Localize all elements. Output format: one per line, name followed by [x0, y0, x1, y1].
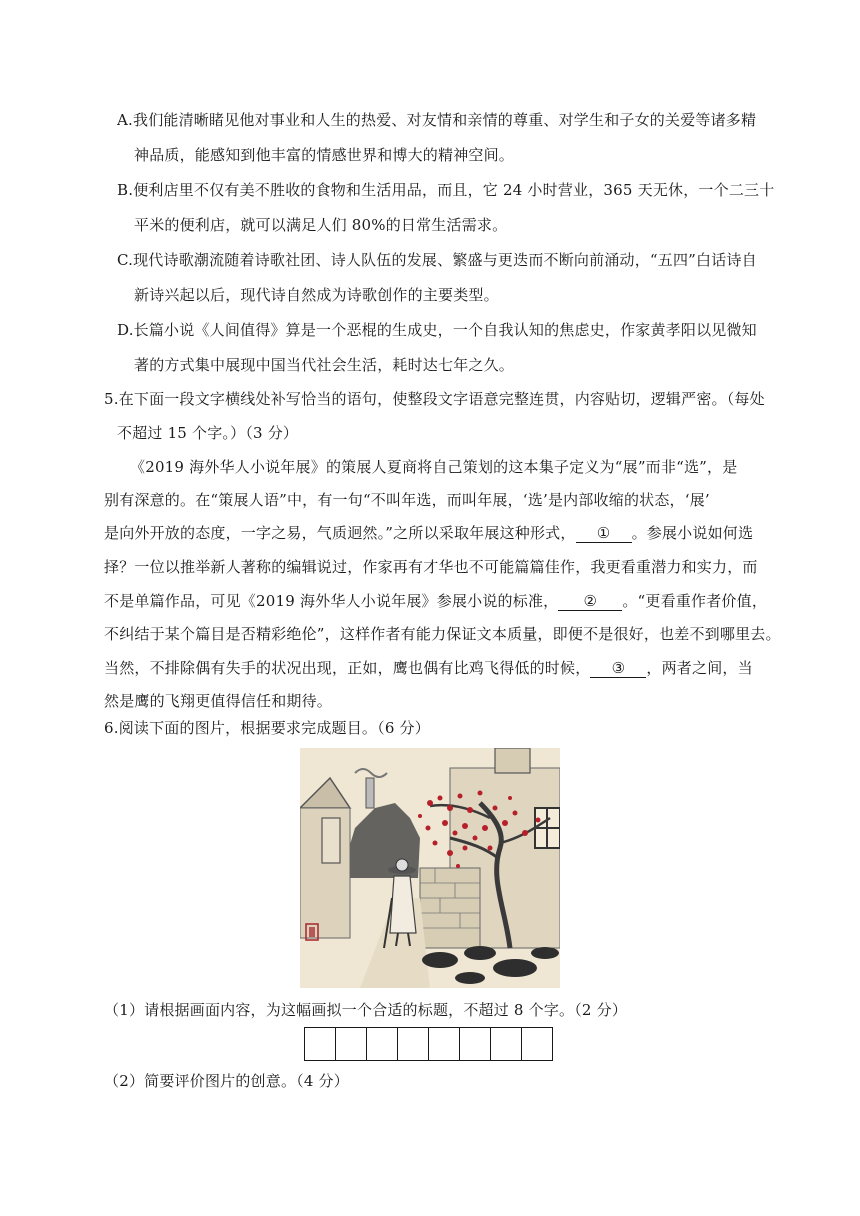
option-d-line2: 著的方式集中展现中国当代社会生活，耗时达七年之久。 [134, 356, 515, 374]
title-char-box[interactable] [521, 1027, 553, 1061]
title-answer-grid [305, 1027, 553, 1061]
option-a-line1: A.我们能清晰睹见他对事业和人生的热爱、对友情和亲情的尊重、对学生和子女的关爱等诸多精 [117, 111, 757, 129]
option-b-line2: 平米的便利店，就可以满足人们 80%的日常生活需求。 [134, 216, 508, 234]
q5-passage-line3-tail: 。参展小说如何选 [631, 524, 754, 542]
q5-stem-line1: 5.在下面一段文字横线处补写恰当的语句，使整段文字语意完整连贯，内容贴切，逻辑严密。（每处 [104, 390, 765, 408]
option-d-line1: D.长篇小说《人间值得》算是一个恶棍的生成史，一个自我认知的焦虑史，作家黄孝阳以见微知 [117, 321, 757, 339]
answer-blank-2[interactable]: ② [558, 592, 622, 611]
title-char-box[interactable] [459, 1027, 491, 1061]
title-char-box[interactable] [335, 1027, 367, 1061]
q5-passage-line3-text: 是向外开放的态度，一字之易，气质迥然。”之所以采取年展这种形式， [104, 524, 576, 542]
option-b-line1: B.便利店里不仅有美不胜收的食物和生活用品，而且，它 24 小时营业，365 天无休，一个二三十 [117, 181, 775, 199]
q5-passage-line4: 择？一位以推举新人著称的编辑说过，作家再有才华也不可能篇篇佳作，我更看重潜力和实力，而 [104, 558, 758, 576]
q6-subquestion-1: （1）请根据画面内容，为这幅画拟一个合适的标题，不超过 8 个字。（2 分） [104, 1001, 628, 1019]
q5-passage-line6: 不纠结于某个篇目是否精彩绝伦”，这样作者有能力保证文本质量，即便不是很好，也差不到哪里去。 [104, 625, 781, 643]
answer-blank-3[interactable]: ③ [590, 659, 646, 678]
q5-passage-line7 [104, 658, 753, 678]
title-char-box[interactable] [366, 1027, 398, 1061]
q5-passage-line5-text: 不是单篇作品，可见《2019 海外华人小说年展》参展小说的标准， [104, 592, 559, 610]
q5-passage-line5 [104, 591, 767, 611]
q5-passage-line8: 然是鹰的飞翔更值得信任和期待。 [104, 692, 333, 710]
q5-passage-line7-text: 当然，不排除偶有失手的状况出现，正如，鹰也偶有比鸡飞得低的时候， [104, 659, 591, 677]
q5-stem-line2: 不超过 15 个字。）（3 分） [117, 424, 299, 442]
q5-passage-line3 [104, 523, 753, 543]
q5-passage-line1: 《2019 海外华人小说年展》的策展人夏商将自己策划的这本集子定义为“展”而非“选”，是 [130, 458, 738, 476]
ink-painting-image [300, 748, 560, 988]
title-char-box[interactable] [428, 1027, 460, 1061]
option-c-line2: 新诗兴起以后，现代诗自然成为诗歌创作的主要类型。 [134, 286, 499, 304]
q5-passage-line7-tail: ，两者之间，当 [646, 659, 753, 677]
option-c-line1: C.现代诗歌潮流随着诗歌社团、诗人队伍的发展、繁盛与更迭而不断向前涌动，“五四”白话诗自 [117, 251, 757, 269]
title-char-box[interactable] [490, 1027, 522, 1061]
q6-subquestion-2: （2）简要评价图片的创意。（4 分） [104, 1072, 349, 1090]
answer-blank-1[interactable]: ① [576, 524, 632, 543]
title-char-box[interactable] [397, 1027, 429, 1061]
title-char-box[interactable] [304, 1027, 336, 1061]
option-a-line2: 神品质，能感知到他丰富的情感世界和博大的精神空间。 [134, 146, 515, 164]
q5-passage-line5-tail: 。“更看重作者价值， [622, 592, 768, 610]
q6-stem: 6.阅读下面的图片，根据要求完成题目。（6 分） [104, 719, 430, 737]
q5-passage-line2: 别有深意的。在“策展人语”中，有一句“不叫年选，而叫年展，‘选’是内部收缩的状态，‘展’ [104, 491, 710, 509]
